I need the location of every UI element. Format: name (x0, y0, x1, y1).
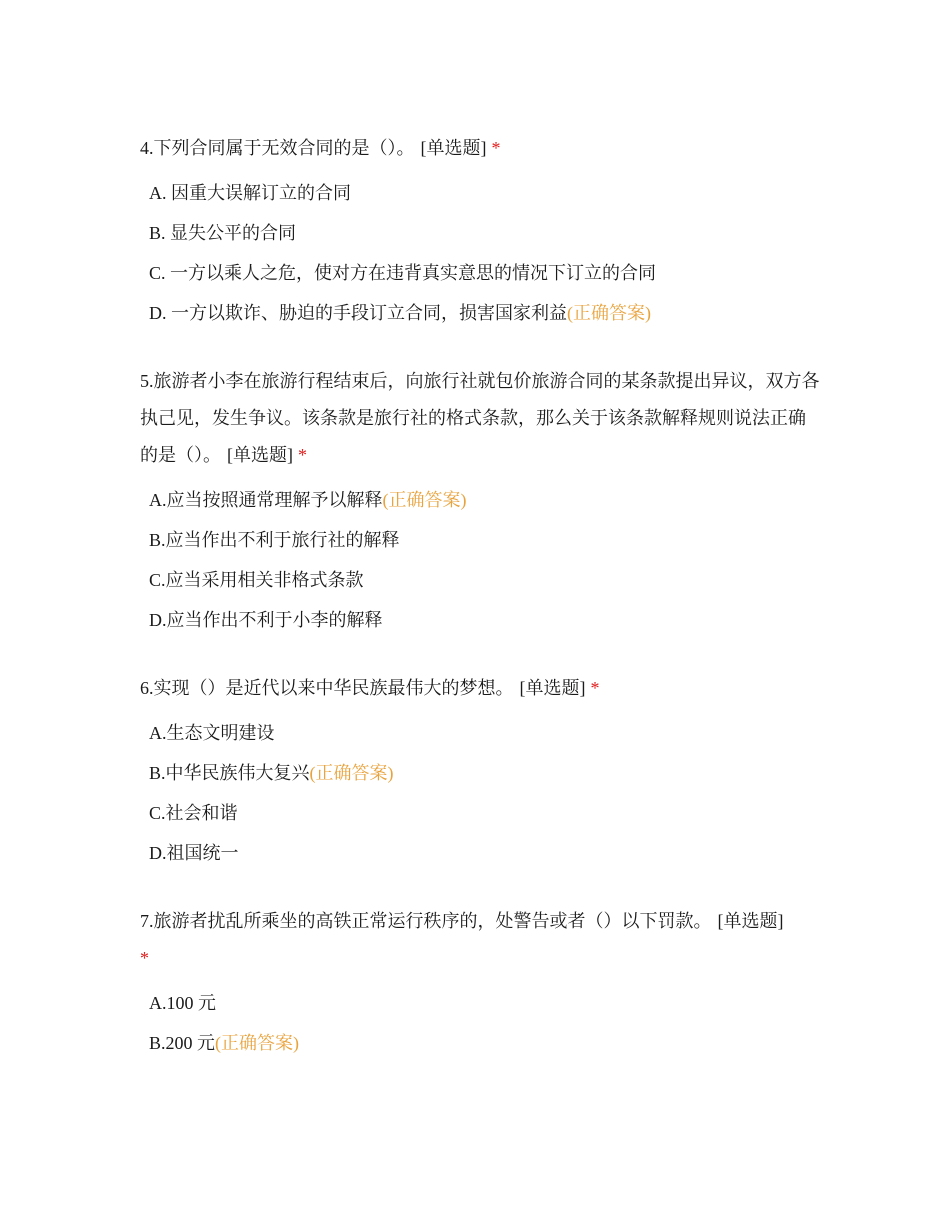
question-text: 7.旅游者扰乱所乘坐的高铁正常运行秩序的，处警告或者（）以下罚款。 (140, 911, 712, 931)
required-mark: * (491, 138, 501, 158)
option-a[interactable] (140, 713, 820, 753)
option-c[interactable] (140, 560, 820, 600)
question-7 (140, 903, 820, 1063)
question-5 (140, 363, 820, 640)
option-b[interactable] (140, 520, 820, 560)
option-d[interactable] (140, 833, 820, 873)
required-mark: * (590, 678, 600, 698)
required-mark: * (140, 948, 149, 968)
correct-answer-label: (正确答案) (215, 1033, 300, 1053)
question-type-label: [单选题] (420, 138, 487, 158)
option-c[interactable] (140, 793, 820, 833)
option-d[interactable] (140, 293, 820, 333)
option-d[interactable] (140, 600, 820, 640)
question-text: 6.实现（）是近代以来中华民族最伟大的梦想。 (140, 678, 514, 698)
survey-page (140, 130, 820, 1093)
question-title (140, 363, 820, 474)
option-text: C.社会和谐 (149, 803, 238, 823)
option-b[interactable] (140, 753, 820, 793)
question-title (140, 903, 820, 977)
option-text: B.中华民族伟大复兴 (149, 763, 310, 783)
question-4 (140, 130, 820, 333)
option-text: A.100 元 (149, 993, 216, 1013)
option-text: B.应当作出不利于旅行社的解释 (149, 530, 400, 550)
question-type-label: [单选题] (227, 445, 293, 465)
option-text: A.应当按照通常理解予以解释 (149, 490, 383, 510)
correct-answer-label: (正确答案) (309, 763, 394, 783)
option-text: D. 一方以欺诈、胁迫的手段订立合同，损害国家利益 (149, 303, 567, 323)
option-text: D.祖国统一 (149, 843, 239, 863)
option-a[interactable] (140, 983, 820, 1023)
option-text: D.应当作出不利于小李的解释 (149, 610, 383, 630)
question-title (140, 670, 820, 707)
option-text: A.生态文明建设 (149, 723, 275, 743)
required-mark: * (298, 445, 307, 465)
correct-answer-label: (正确答案) (567, 303, 651, 323)
question-6 (140, 670, 820, 873)
option-text: C. 一方以乘人之危，使对方在违背真实意思的情况下订立的合同 (149, 263, 657, 283)
option-c[interactable] (140, 253, 820, 293)
question-title (140, 130, 820, 167)
option-a[interactable] (140, 173, 820, 213)
question-type-label: [单选题] (519, 678, 586, 698)
option-a[interactable] (140, 480, 820, 520)
option-b[interactable] (140, 213, 820, 253)
option-b[interactable] (140, 1023, 820, 1063)
option-text: B. 显失公平的合同 (149, 223, 297, 243)
option-text: A. 因重大误解订立的合同 (149, 183, 351, 203)
option-text: B.200 元 (149, 1033, 216, 1053)
question-text: 4.下列合同属于无效合同的是（）。 (140, 138, 415, 158)
question-text: 5.旅游者小李在旅游行程结束后，向旅行社就包价旅游合同的某条款提出异议，双方各执己见，发生争议。该条款是旅行社的格式条款，那么关于该条款解释规则说法正确的是（）。 (140, 371, 820, 465)
question-type-label: [单选题] (717, 911, 784, 931)
correct-answer-label: (正确答案) (382, 490, 467, 510)
option-text: C.应当采用相关非格式条款 (149, 570, 364, 590)
